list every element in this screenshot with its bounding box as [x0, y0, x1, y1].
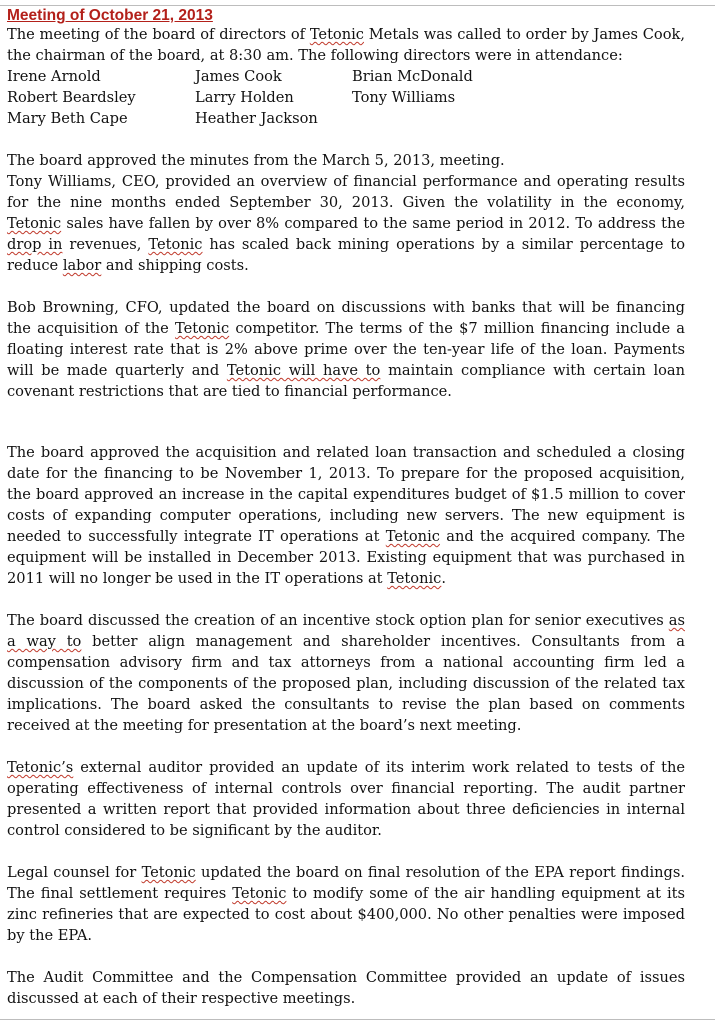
bottom-border [0, 1019, 715, 1020]
cfo-update-paragraph: Bob Browning, CFO, updated the board on discussions with banks that will be financing the acquisition of the Tetonic competitor. The terms of the $7 million financing include a floating interest rate that is 2% above prime over the ten-year life of the loan. Payments will be made quarterly and Tetonic will have to maintain compliance with certain loan covenant restrictions that are tied to financial performance. [7, 299, 686, 400]
minutes-approval-line: The board approved the minutes from the March 5, 2013, meeting. [7, 152, 505, 169]
committees-paragraph: The Audit Committee and the Compensation Committee provided an update of issues discussed at each of their respective meetings. [7, 969, 685, 1007]
minutes-body [7, 7, 685, 1009]
acquisition-paragraph: The board approved the acquisition and related loan transaction and scheduled a closing date for the financing to be November 1, 2013. To prepare for the proposed acquisition, the board approved an increase in the capital expenditures budget of $1.5 million to cover costs of expanding computer operations, including new servers. The new equipment is needed to successfully integrate IT operations at Tetonic and the acquired company. The equipment will be installed in December 2013. Existing equipment that was purchased in 2011 will no longer be used in the IT operations at Tetonic. [7, 444, 685, 587]
director-name: Larry Holden [195, 89, 294, 106]
legal-counsel-paragraph: Legal counsel for Tetonic updated the board on final resolution of the EPA report findings. The final settlement requires Tetonic to modify some of the air handling equipment at its zinc refineries that are expected to cost about $400,000. No other penalties were imposed by the EPA. [7, 864, 686, 944]
director-name: Tony Williams [352, 89, 456, 106]
director-name: Robert Beardsley [7, 89, 136, 106]
director-name: James Cook [195, 68, 282, 85]
directors-list [7, 66, 685, 129]
director-name [352, 108, 552, 129]
ceo-overview-paragraph: Tony Williams, CEO, provided an overview of financial performance and operating results for the nine months ended September 30, 2013. Given the volatility in the economy, Tetonic sales have fallen by over 8% compared to the same period in 2012. To address the drop in revenues, Tetonic has scaled back mining operations by a similar percentage to reduce labor and shipping costs. [7, 173, 685, 274]
top-border [0, 5, 715, 6]
stock-option-paragraph: The board discussed the creation of an incentive stock option plan for senior executives as a way to better align management and shareholder incentives. Consultants from a compensation advisory firm and tax attorneys from a national accounting firm led a discussion of the components of the proposed plan, including discussion of the related tax implications. The board asked the consultants to revise the plan based on comments received at the meeting for presentation at the board’s next meeting. [7, 612, 685, 734]
director-name: Mary Beth Cape [7, 110, 128, 127]
director-name: Heather Jackson [195, 110, 318, 127]
meeting-heading: Meeting of October 21, 2013 [7, 7, 213, 24]
auditor-paragraph: Tetonic’s external auditor provided an update of its interim work related to tests of the operating effectiveness of internal controls over financial reporting. The audit partner presented a written report that provided information about three deficiencies in internal control considered to be significant by the auditor. [7, 759, 685, 839]
director-name: Irene Arnold [7, 68, 101, 85]
intro-paragraph: The meeting of the board of directors of Tetonic Metals was called to order by James Cook, the chairman of the board, at 8:30 am. The following directors were in attendance: [7, 26, 685, 64]
director-name: Brian McDonald [352, 68, 473, 85]
